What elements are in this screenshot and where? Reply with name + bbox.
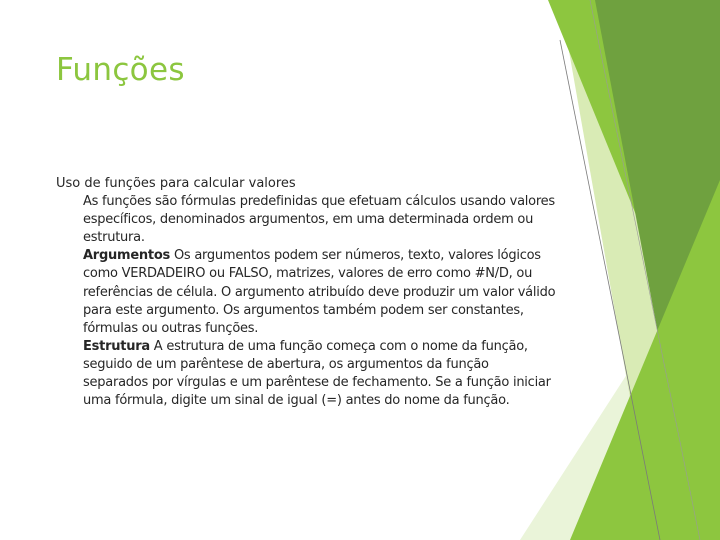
paragraph-estrutura-text: A estrutura de uma função começa com o nome da função, seguido de um parêntese de abertura, os argumentos da função separados por vírgulas e um parêntese de fechamento. Se a função iniciar uma fórmula, digite um sinal de igual (=) antes do nome da função. (83, 338, 551, 409)
slide-title: Funções (56, 52, 185, 88)
lead-text: Uso de funções para calcular valores (56, 176, 296, 191)
paragraph-definition (83, 193, 556, 247)
paragraph-estrutura (83, 338, 556, 410)
slide-body (56, 175, 556, 410)
paragraph-argumentos-text: Os argumentos podem ser números, texto, valores lógicos como VERDADEIRO ou FALSO, matrizes, valores de erro como #N/D, ou referências de célula. O argumento atribuído deve produzir um valor válido para este argumento. Os argumentos também podem ser constantes, fórmulas ou outras funções. (83, 248, 556, 336)
term-estrutura: Estrutura (83, 338, 150, 354)
paragraph-argumentos (83, 247, 556, 337)
term-argumentos: Argumentos (83, 248, 171, 264)
paragraph-definition-text: As funções são fórmulas predefinidas que efetuam cálculos usando valores específicos, denominados argumentos, em uma determinada ordem ou estrutura. (83, 194, 555, 246)
